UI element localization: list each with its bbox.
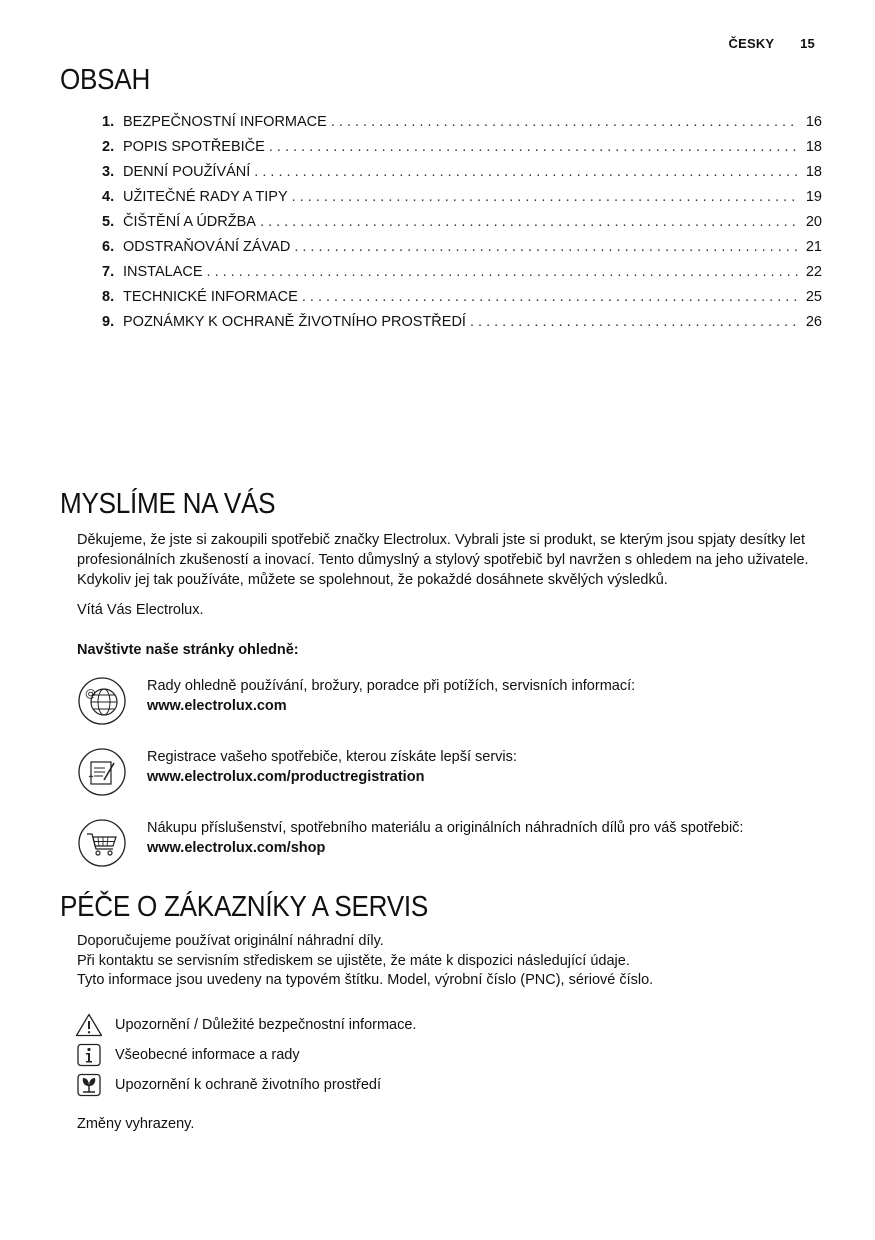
toc-item[interactable] xyxy=(102,314,822,339)
toc-item-page: 25 xyxy=(805,289,822,305)
toc-item-page: 18 xyxy=(805,139,822,155)
toc-item-page: 26 xyxy=(805,314,822,330)
toc-item[interactable] xyxy=(102,139,822,164)
svg-text:@: @ xyxy=(85,687,96,700)
registration-link-text-group xyxy=(147,747,517,787)
toc-dot-leader xyxy=(207,264,798,280)
care-line: Při kontaktu se servisním střediskem se ujistěte, že máte k dispozici následující údaje. xyxy=(77,953,630,969)
toc-item-number: 5. xyxy=(102,214,115,230)
visit-heading: Navštivte naše stránky ohledně: xyxy=(77,642,299,658)
legend-text: Upozornění / Důležité bezpečnostní informace. xyxy=(115,1017,417,1033)
shop-link-block xyxy=(77,818,837,874)
page-number: 15 xyxy=(800,36,815,51)
toc-dot-leader xyxy=(254,164,798,180)
welcome-text: Vítá Vás Electrolux. xyxy=(77,602,204,618)
changes-reserved-text: Změny vyhrazeny. xyxy=(77,1116,195,1132)
toc-item[interactable] xyxy=(102,189,822,214)
toc-item-label: ODSTRAŇOVÁNÍ ZÁVAD xyxy=(123,239,291,255)
toc-item-number: 1. xyxy=(102,114,115,130)
toc-item-number: 6. xyxy=(102,239,115,255)
toc-dot-leader xyxy=(294,239,798,255)
toc-item[interactable] xyxy=(102,214,822,239)
toc-item-label: ČIŠTĚNÍ A ÚDRŽBA xyxy=(123,214,256,230)
care-line: Doporučujeme používat originální náhradní díly. xyxy=(77,933,384,949)
toc-item-page: 16 xyxy=(805,114,822,130)
toc-item[interactable] xyxy=(102,114,822,139)
toc-dot-leader xyxy=(269,139,798,155)
care-title: PÉČE O ZÁKAZNÍKY A SERVIS xyxy=(60,891,428,923)
toc-item-number: 7. xyxy=(102,264,115,280)
globe-at-icon xyxy=(77,676,127,726)
support-link-block xyxy=(77,676,837,732)
registration-link-block xyxy=(77,747,837,803)
registration-url-link[interactable]: www.electrolux.com/productregistration xyxy=(147,769,425,785)
warning-icon xyxy=(75,1013,103,1037)
toc-item-label: UŽITEČNÉ RADY A TIPY xyxy=(123,189,288,205)
shop-description: Nákupu příslušenství, spotřebního materiálu a originálních náhradních dílů pro váš spotřebič: xyxy=(147,820,744,836)
toc-item-label: TECHNICKÉ INFORMACE xyxy=(123,289,298,305)
intro-paragraph: Děkujeme, že jste si zakoupili spotřebič značky Electrolux. Vybrali jste si produkt, se kterým jsou spjaty desítky let profesionálních zkušeností a inovací. Tento důmyslný a stylový spotřebič byl navržen s ohledem na jeho uživatele. Kdykoliv jej tak používáte, můžete se spolehnout, že pokaždé dosáhnete skvělých výsledků. xyxy=(77,532,809,588)
page-header xyxy=(729,36,815,51)
legend-text: Upozornění k ochraně životního prostředí xyxy=(115,1077,381,1093)
registration-description: Registrace vašeho spotřebiče, kterou získáte lepší servis: xyxy=(147,749,517,765)
toc-item-page: 20 xyxy=(805,214,822,230)
thinking-title: MYSLÍME NA VÁS xyxy=(60,488,276,520)
support-url-link[interactable]: www.electrolux.com xyxy=(147,698,287,714)
toc-item-page: 21 xyxy=(805,239,822,255)
toc-dot-leader xyxy=(470,314,798,330)
legend-item-info xyxy=(75,1042,300,1068)
toc-item-page: 19 xyxy=(805,189,822,205)
toc-item-number: 2. xyxy=(102,139,115,155)
toc-dot-leader xyxy=(331,114,798,130)
shop-url-link[interactable]: www.electrolux.com/shop xyxy=(147,840,326,856)
table-of-contents xyxy=(102,114,822,339)
toc-item-number: 9. xyxy=(102,314,115,330)
shopping-cart-icon xyxy=(77,818,127,868)
toc-dot-leader xyxy=(292,189,798,205)
toc-item-number: 8. xyxy=(102,289,115,305)
registration-form-icon xyxy=(77,747,127,797)
support-description: Rady ohledně používání, brožury, poradce při potížích, servisních informací: xyxy=(147,678,636,694)
toc-title: OBSAH xyxy=(60,64,151,96)
toc-item-page: 18 xyxy=(805,164,822,180)
toc-dot-leader xyxy=(302,289,798,305)
toc-item-label: DENNÍ POUŽÍVÁNÍ xyxy=(123,164,251,180)
toc-dot-leader xyxy=(260,214,798,230)
legend-item-warning xyxy=(75,1012,416,1038)
toc-item[interactable] xyxy=(102,289,822,314)
info-icon xyxy=(75,1043,103,1067)
legend-item-environment xyxy=(75,1072,381,1098)
support-link-text-group xyxy=(147,676,635,716)
toc-item-label: POZNÁMKY K OCHRANĚ ŽIVOTNÍHO PROSTŘEDÍ xyxy=(123,314,466,330)
toc-item-label: BEZPEČNOSTNÍ INFORMACE xyxy=(123,114,327,130)
toc-item[interactable] xyxy=(102,164,822,189)
legend-text: Všeobecné informace a rady xyxy=(115,1047,300,1063)
environment-icon xyxy=(75,1073,103,1097)
toc-item-number: 3. xyxy=(102,164,115,180)
toc-item-page: 22 xyxy=(805,264,822,280)
toc-item[interactable] xyxy=(102,264,822,289)
toc-item-number: 4. xyxy=(102,189,115,205)
care-line: Tyto informace jsou uvedeny na typovém štítku. Model, výrobní číslo (PNC), sériové číslo. xyxy=(77,972,654,988)
language-label: ČESKY xyxy=(728,36,775,51)
toc-item-label: POPIS SPOTŘEBIČE xyxy=(123,139,265,155)
toc-item[interactable] xyxy=(102,239,822,264)
shop-link-text-group xyxy=(147,818,743,858)
toc-item-label: INSTALACE xyxy=(123,264,203,280)
